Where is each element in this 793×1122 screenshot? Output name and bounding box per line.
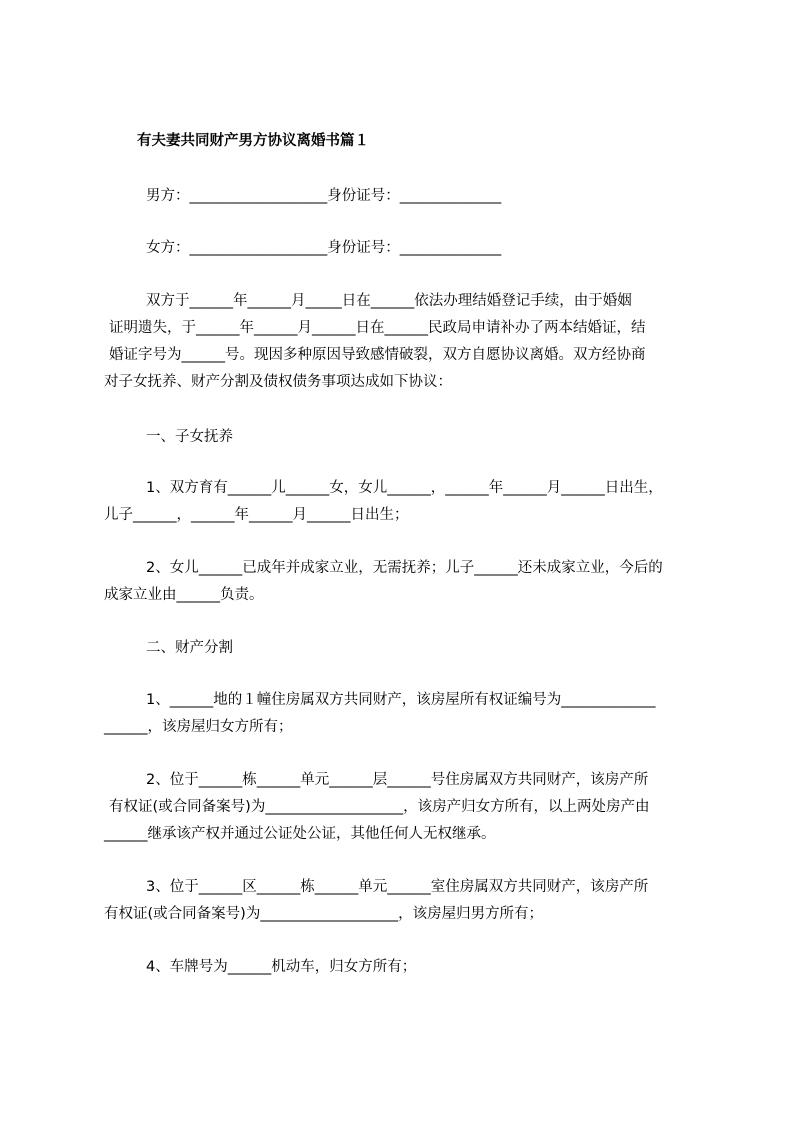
child-item-1-line-1: 1、双方育有______儿______女，女儿______，______年______月______日出生， xyxy=(146,480,663,496)
male-party-line: 男方：___________________身份证号：______________ xyxy=(146,188,502,204)
section-property-heading: 二、财产分割 xyxy=(146,640,233,656)
child-item-2-line-1: 2、女儿______已成年并成家立业，无需抚养；儿子______还未成家立业，今后的 xyxy=(146,560,663,576)
property-item-2-line-1: 2、位于______栋______单元______层______号住房属双方共同财产，该房产所 xyxy=(146,772,649,788)
property-item-4-line: 4、车牌号为______机动车，归女方所有； xyxy=(146,959,417,975)
intro-line-2: 证明遗失，于______年______月______日在______民政局申请补办了两本结婚证，结 xyxy=(109,320,646,336)
intro-line-1: 双方于______年______月_____日在______依法办理结婚登记手续，由于婚姻 xyxy=(146,293,632,309)
property-item-2-line-2: 有权证(或合同备案号)为___________________，该房产归女方所有，以上两处房产由 xyxy=(109,799,650,815)
female-party-line: 女方：___________________身份证号：______________ xyxy=(146,240,502,256)
intro-line-3: 婚证字号为______号。现因多种原因导致感情破裂，双方自愿协议离婚。双方经协商 xyxy=(109,347,646,363)
document-title: 有夫妻共同财产男方协议离婚书篇１ xyxy=(137,133,369,149)
section-child-support-heading: 一、子女抚养 xyxy=(146,429,233,445)
property-item-3-line-1: 3、位于______区______栋______单元______室住房属双方共同财产，该房产所 xyxy=(146,879,649,895)
property-item-1-line-1: 1、______地的１幢住房属双方共同财产，该房屋所有权证编号为_____________ xyxy=(146,692,656,708)
child-item-2-line-2: 成家立业由______负责。 xyxy=(104,587,264,603)
property-item-2-line-3: ______继承该产权并通过公证处公证，其他任何人无权继承。 xyxy=(104,826,496,842)
child-item-1-line-2: 儿子______，______年______月______日出生； xyxy=(104,507,409,523)
property-item-3-line-2: 有权证(或合同备案号)为___________________，该房屋归男方所有； xyxy=(104,906,544,922)
intro-line-4: 对子女抚养、财产分割及债权债务事项达成如下协议： xyxy=(104,374,452,390)
property-item-1-line-2: ______，该房屋归女方所有； xyxy=(104,719,293,735)
